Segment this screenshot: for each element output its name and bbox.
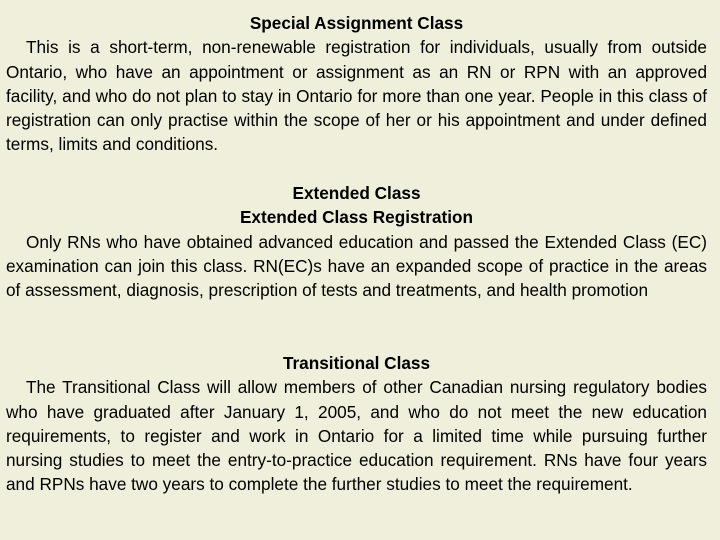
section-heading: Extended Class (292, 183, 421, 203)
section-body: Only RNs who have obtained advanced education and passed the Extended Class (EC) examination can join this class. RN(EC)s have an expanded scope of practice in the areas of assessment, diagnosis, prescription of tests and treatments, and health promotion (6, 231, 707, 301)
section-heading: Special Assignment Class (249, 13, 464, 33)
section-transitional-class (6, 351, 707, 497)
section-extended-class (6, 181, 707, 302)
section-body: This is a short-term, non-renewable registration for individuals, usually from outside Ontario, who have an appointment or assignment as an RN or RPN with an approved facility, and who do not plan to stay in Ontario for more than one year. People in this class of registration can only practise within the scope of her or his appointment and under defined terms, limits and conditions. (6, 37, 707, 155)
section-heading: Transitional Class (282, 353, 431, 373)
section-special-assignment-class (6, 11, 707, 157)
section-subheading: Extended Class Registration (239, 207, 474, 228)
section-body: The Transitional Class will allow members of other Canadian nursing regulatory bodies who have graduated after January 1, 2005, and who do not meet the new education requirements, to register and work in Ontario for a limited time while pursuing further nursing studies to meet the entry-to-practice education requirement. RNs have four years and RPNs have two years to complete the further studies to meet the requirement. (6, 377, 707, 495)
